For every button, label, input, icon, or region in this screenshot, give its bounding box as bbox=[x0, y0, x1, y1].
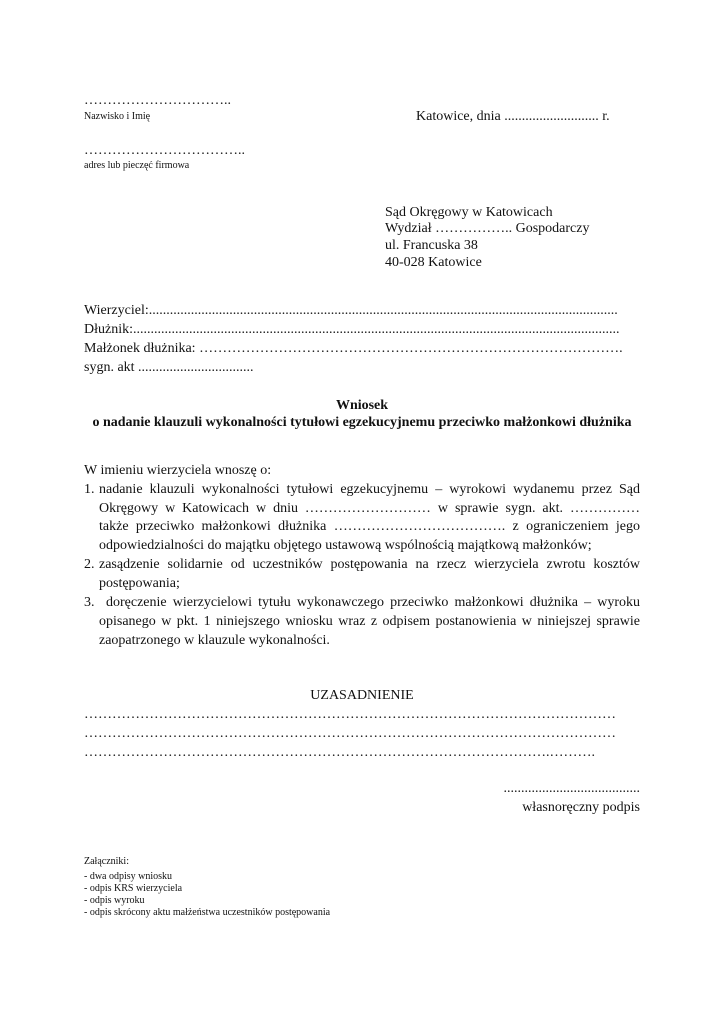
item-1-line: także przeciwko małżonkowi dłużnika ………………………………. z ograniczeniem jego bbox=[99, 519, 640, 534]
item-1-line: Okręgowy w Katowicach w dniu ……………………… w sprawie sygn. akt. …………… bbox=[99, 501, 640, 516]
spouse-line: Małżonek dłużnika: ………………………………………………………………………………. bbox=[84, 341, 623, 356]
document-title: Wniosek bbox=[335, 398, 389, 413]
attachments-heading: Załączniki: bbox=[84, 856, 129, 867]
item-3-line: doręczenie wierzycielowi tytułu wykonawczego przeciwko małżonkowi dłużnika – wyroku bbox=[106, 595, 640, 610]
justification-line: …………………………………………………………………………………………………… bbox=[84, 707, 616, 722]
item-1-line: odpowiedzialności do majątku objętego ustawową wspólnością majątkową małżonków; bbox=[99, 538, 592, 553]
item-2-line: zasądzenie solidarnie od uczestników postępowania na rzecz wierzyciela zwrotu kosztów bbox=[99, 557, 640, 572]
city-date: Katowice, dnia ........................... r. bbox=[416, 109, 610, 124]
request-intro: W imieniu wierzyciela wnoszę o: bbox=[84, 463, 272, 478]
justification-line: ……………………………………………………………………………………….………. bbox=[84, 745, 595, 760]
signature-dots: ....................................... bbox=[503, 781, 640, 796]
item-2-line: postępowania; bbox=[99, 576, 180, 591]
item-3-number: 3. bbox=[84, 595, 95, 610]
attachment-item: - odpis wyroku bbox=[84, 895, 145, 906]
court-name: Sąd Okręgowy w Katowicach bbox=[385, 205, 553, 220]
justification-heading: UZASADNIENIE bbox=[310, 688, 414, 703]
debtor-line: Dłużnik:........................................................................................................................................... bbox=[84, 322, 620, 337]
item-3-line: opisanego w pkt. 1 niniejszego wniosku wraz z odpisem postanowienia w niniejszej sprawie bbox=[99, 614, 640, 629]
attachment-item: - odpis skrócony aktu małżeństwa uczestników postępowania bbox=[84, 907, 331, 918]
document-subtitle: o nadanie klauzuli wykonalności tytułowi egzekucyjnemu przeciwko małżonkowi dłużnika bbox=[92, 415, 632, 430]
creditor-line: Wierzyciel:...................................................................................................................................... bbox=[84, 303, 618, 318]
attachment-item: - odpis KRS wierzyciela bbox=[84, 883, 183, 894]
address-label: adres lub pieczęć firmowa bbox=[84, 160, 190, 171]
case-ref-line: sygn. akt ................................. bbox=[84, 360, 254, 375]
attachment-item: - dwa odpisy wniosku bbox=[84, 871, 173, 882]
signature-label: własnoręczny podpis bbox=[522, 800, 640, 815]
name-label: Nazwisko i Imię bbox=[84, 111, 151, 122]
justification-line: …………………………………………………………………………………………………… bbox=[84, 726, 616, 741]
item-2-number: 2. bbox=[84, 557, 95, 572]
address-dots: …………………………….. bbox=[84, 143, 245, 158]
court-street: ul. Francuska 38 bbox=[385, 238, 478, 253]
item-3-line: zaopatrzonego w klauzule wykonalności. bbox=[99, 633, 330, 648]
item-1-number: 1. bbox=[84, 482, 95, 497]
name-dots: ………………………….. bbox=[84, 93, 231, 108]
court-division: Wydział …………….. Gospodarczy bbox=[385, 221, 590, 236]
court-city: 40-028 Katowice bbox=[385, 255, 482, 270]
item-1-line: nadanie klauzuli wykonalności tytułowi egzekucyjnemu – wyrokowi wydanemu przez Sąd bbox=[99, 482, 640, 497]
